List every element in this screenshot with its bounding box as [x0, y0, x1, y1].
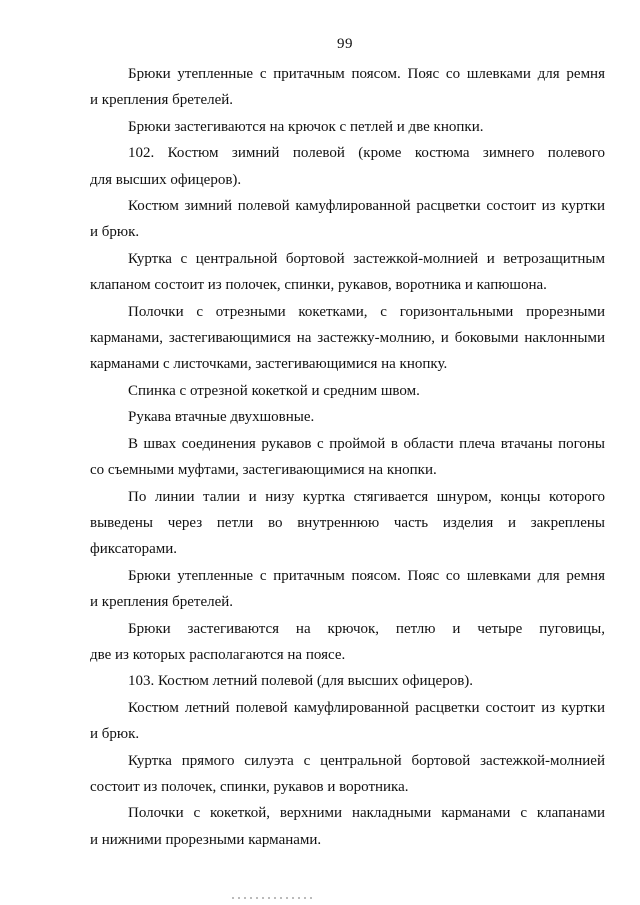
text-line: 102. Костюм зимний полевой (кроме костюма зимнего полевого [128, 145, 605, 162]
text-line: Костюм летний полевой камуфлированной расцветки состоит из куртки [128, 699, 605, 716]
text-line: две из которых располагаются на поясе. [90, 646, 346, 663]
text-line: 103. Костюм летний полевой (для высших офицеров). [128, 673, 474, 690]
text-line: Брюки утепленные с притачным поясом. Пояс со шлевками для ремня [128, 567, 605, 584]
text-line: Брюки застегиваются на крючок, петлю и четыре пуговицы, [128, 620, 605, 637]
text-line: Полочки с кокеткой, верхними накладными карманами с клапанами [128, 805, 605, 822]
text-line: Брюки застегиваются на крючок с петлей и две кнопки. [128, 118, 484, 135]
text-line: и крепления бретелей. [90, 594, 234, 611]
text-line: фиксаторами. [90, 541, 178, 558]
text-line: со съемными муфтами, застегивающимися на кнопки. [90, 462, 437, 479]
text-line: для высших офицеров). [90, 171, 242, 188]
text-line: и брюк. [90, 224, 140, 241]
text-line: клапаном состоит из полочек, спинки, рукавов, воротника и капюшона. [90, 277, 547, 294]
scan-artifact-divider [232, 897, 312, 899]
text-line: По линии талии и низу куртка стягивается шнуром, концы которого [128, 488, 605, 505]
text-line: Полочки с отрезными кокетками, с горизонтальными прорезными [128, 303, 605, 320]
text-line: и крепления бретелей. [90, 92, 234, 109]
text-line: карманами с листочками, застегивающимися на кнопку. [90, 356, 448, 373]
text-line: Спинка с отрезной кокеткой и средним швом. [128, 382, 420, 399]
document-body [90, 61, 605, 853]
text-line: В швах соединения рукавов с проймой в области плеча втачаны погоны [128, 435, 605, 452]
text-line: выведены через петли во внутреннюю часть изделия и закреплены [90, 514, 605, 531]
text-line: Рукава втачные двухшовные. [128, 409, 315, 426]
text-line: состоит из полочек, спинки, рукавов и воротника. [90, 778, 409, 795]
text-line: Куртка с центральной бортовой застежкой-молнией и ветрозащитным [128, 250, 605, 267]
text-line: Брюки утепленные с притачным поясом. Пояс со шлевками для ремня [128, 66, 605, 82]
page-number: 99 [337, 36, 353, 52]
text-line: карманами, застегивающимися на застежку-молнию, и боковыми наклонными [90, 330, 605, 347]
text-line: Костюм зимний полевой камуфлированной расцветки состоит из куртки [128, 198, 605, 215]
text-line: и брюк. [90, 726, 140, 743]
text-line: и нижними прорезными карманами. [90, 831, 322, 848]
text-line: Куртка прямого силуэта с центральной бортовой застежкой-молнией [128, 752, 605, 769]
